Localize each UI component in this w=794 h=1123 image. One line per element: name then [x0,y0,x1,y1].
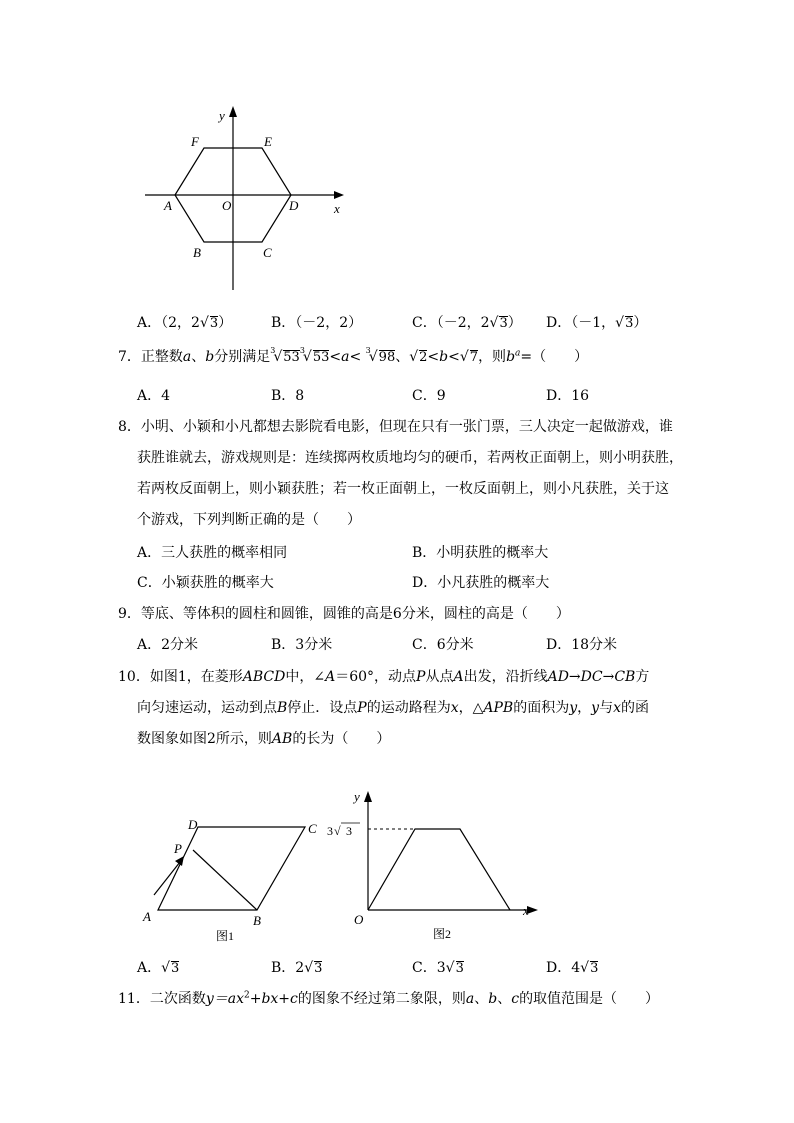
q10-option-b[interactable]: B．2√3 [271,960,323,976]
q7-option-d[interactable]: D．16 [546,388,590,404]
q9-option-c[interactable]: C．6分米 [412,637,474,653]
question-8-line-4: 个游戏，下列判断正确的是（ ） [137,512,361,528]
fig2-y-tick-label [327,823,360,838]
hexagon-figure [140,100,360,300]
question-11: 11．二次函数$y=ax^2+bx+c$的图象不经过第二象限，则a、b、c的取值范围是（ ） [118,990,660,1007]
q10-option-d[interactable]: D．4√3 [546,960,599,976]
fig2-function-graph [368,829,510,910]
figure-2-graph [320,785,550,950]
question-10-line-2: 向匀速运动，运动到点B停止．设点P的运动路程为x，△APB的面积为y，y与x的函 [137,700,649,716]
fig1-label-P: P [174,841,182,856]
label-y: y [219,108,225,123]
label-E: E [264,134,272,149]
fig1-label-C: C [308,821,317,836]
q7-option-a[interactable]: A．4 [137,388,171,404]
q6-option-b[interactable]: B．（－2，2） [271,315,363,331]
fig1-caption: 图1 [216,929,235,943]
q9-option-d[interactable]: D．18分米 [546,637,618,653]
label-D: D [289,198,299,213]
question-8-line-1: 8．小明、小颖和小凡都想去影院看电影，但现在只有一张门票，三人决定一起做游戏，谁 [118,419,673,435]
q7-option-b[interactable]: B．8 [271,388,305,404]
question-7: 7．正整数a、b分别满足$^3√53^3√53<a< ^3√98$、√2<b<√7，则$b^a=$（ ） [118,346,589,365]
label-C: C [263,245,272,260]
fig2-y-arrow [364,791,372,802]
q10-option-a[interactable]: A．√3 [137,960,180,976]
q7-option-c[interactable]: C．9 [412,388,446,404]
fig2-caption: 图2 [433,927,452,941]
q8-option-b[interactable]: B．小明获胜的概率大 [412,545,549,561]
label-F: F [191,134,199,149]
question-8-line-2: 获胜谁就去，游戏规则是：连续掷两枚质地均匀的硬币，若两枚正面朝上，则小明获胜， [137,450,683,466]
fig1-label-D: D [188,817,198,832]
q6-option-d[interactable]: D．（－1，√3） [546,315,648,331]
segment-pb [193,850,257,910]
rhombus-shape [158,827,305,910]
question-10-line-1: 10．如图1，在菱形ABCD中，∠A＝60°，动点P从点A出发，沿折线AD→DC→CB方 [118,669,650,685]
svg-text:√: √ [334,824,341,838]
question-9: 9．等底、等体积的圆柱和圆锥，圆锥的高是6分米，圆柱的高是（ ） [118,606,570,622]
q9-option-a[interactable]: A．2分米 [137,637,199,653]
q9-option-b[interactable]: B．3分米 [271,637,333,653]
q8-option-a[interactable]: A．三人获胜的概率相同 [137,545,288,561]
fig2-label-O: O [354,912,364,927]
label-x: x [334,201,340,216]
q10-option-c[interactable]: C．3√3 [412,960,464,976]
fig1-label-A: A [143,909,151,924]
fig2-label-x: x [523,903,529,918]
label-A: A [164,198,172,213]
figure-1-rhombus [140,815,330,945]
question-8-line-3: 若两枚反面朝上，则小颖获胜；若一枚正面朝上，一枚反面朝上，则小凡获胜，关于这 [137,481,669,497]
x-axis-arrow [334,191,344,199]
fig1-label-B: B [253,913,261,928]
q8-option-d[interactable]: D．小凡获胜的概率大 [412,575,550,591]
svg-text:3: 3 [346,824,352,838]
fig2-label-y: y [354,789,360,804]
svg-text:3: 3 [327,824,333,838]
question-10-line-3: 数图象如图2所示，则AB的长为（ ） [137,731,391,747]
y-axis-arrow [229,106,237,117]
q8-option-c[interactable]: C．小颖获胜的概率大 [137,575,274,591]
label-B: B [193,245,201,260]
label-O: O [222,198,232,213]
q6-option-a[interactable]: A．（2，2√3） [137,315,233,331]
q6-option-c[interactable]: C．（－2，2√3） [412,315,522,331]
